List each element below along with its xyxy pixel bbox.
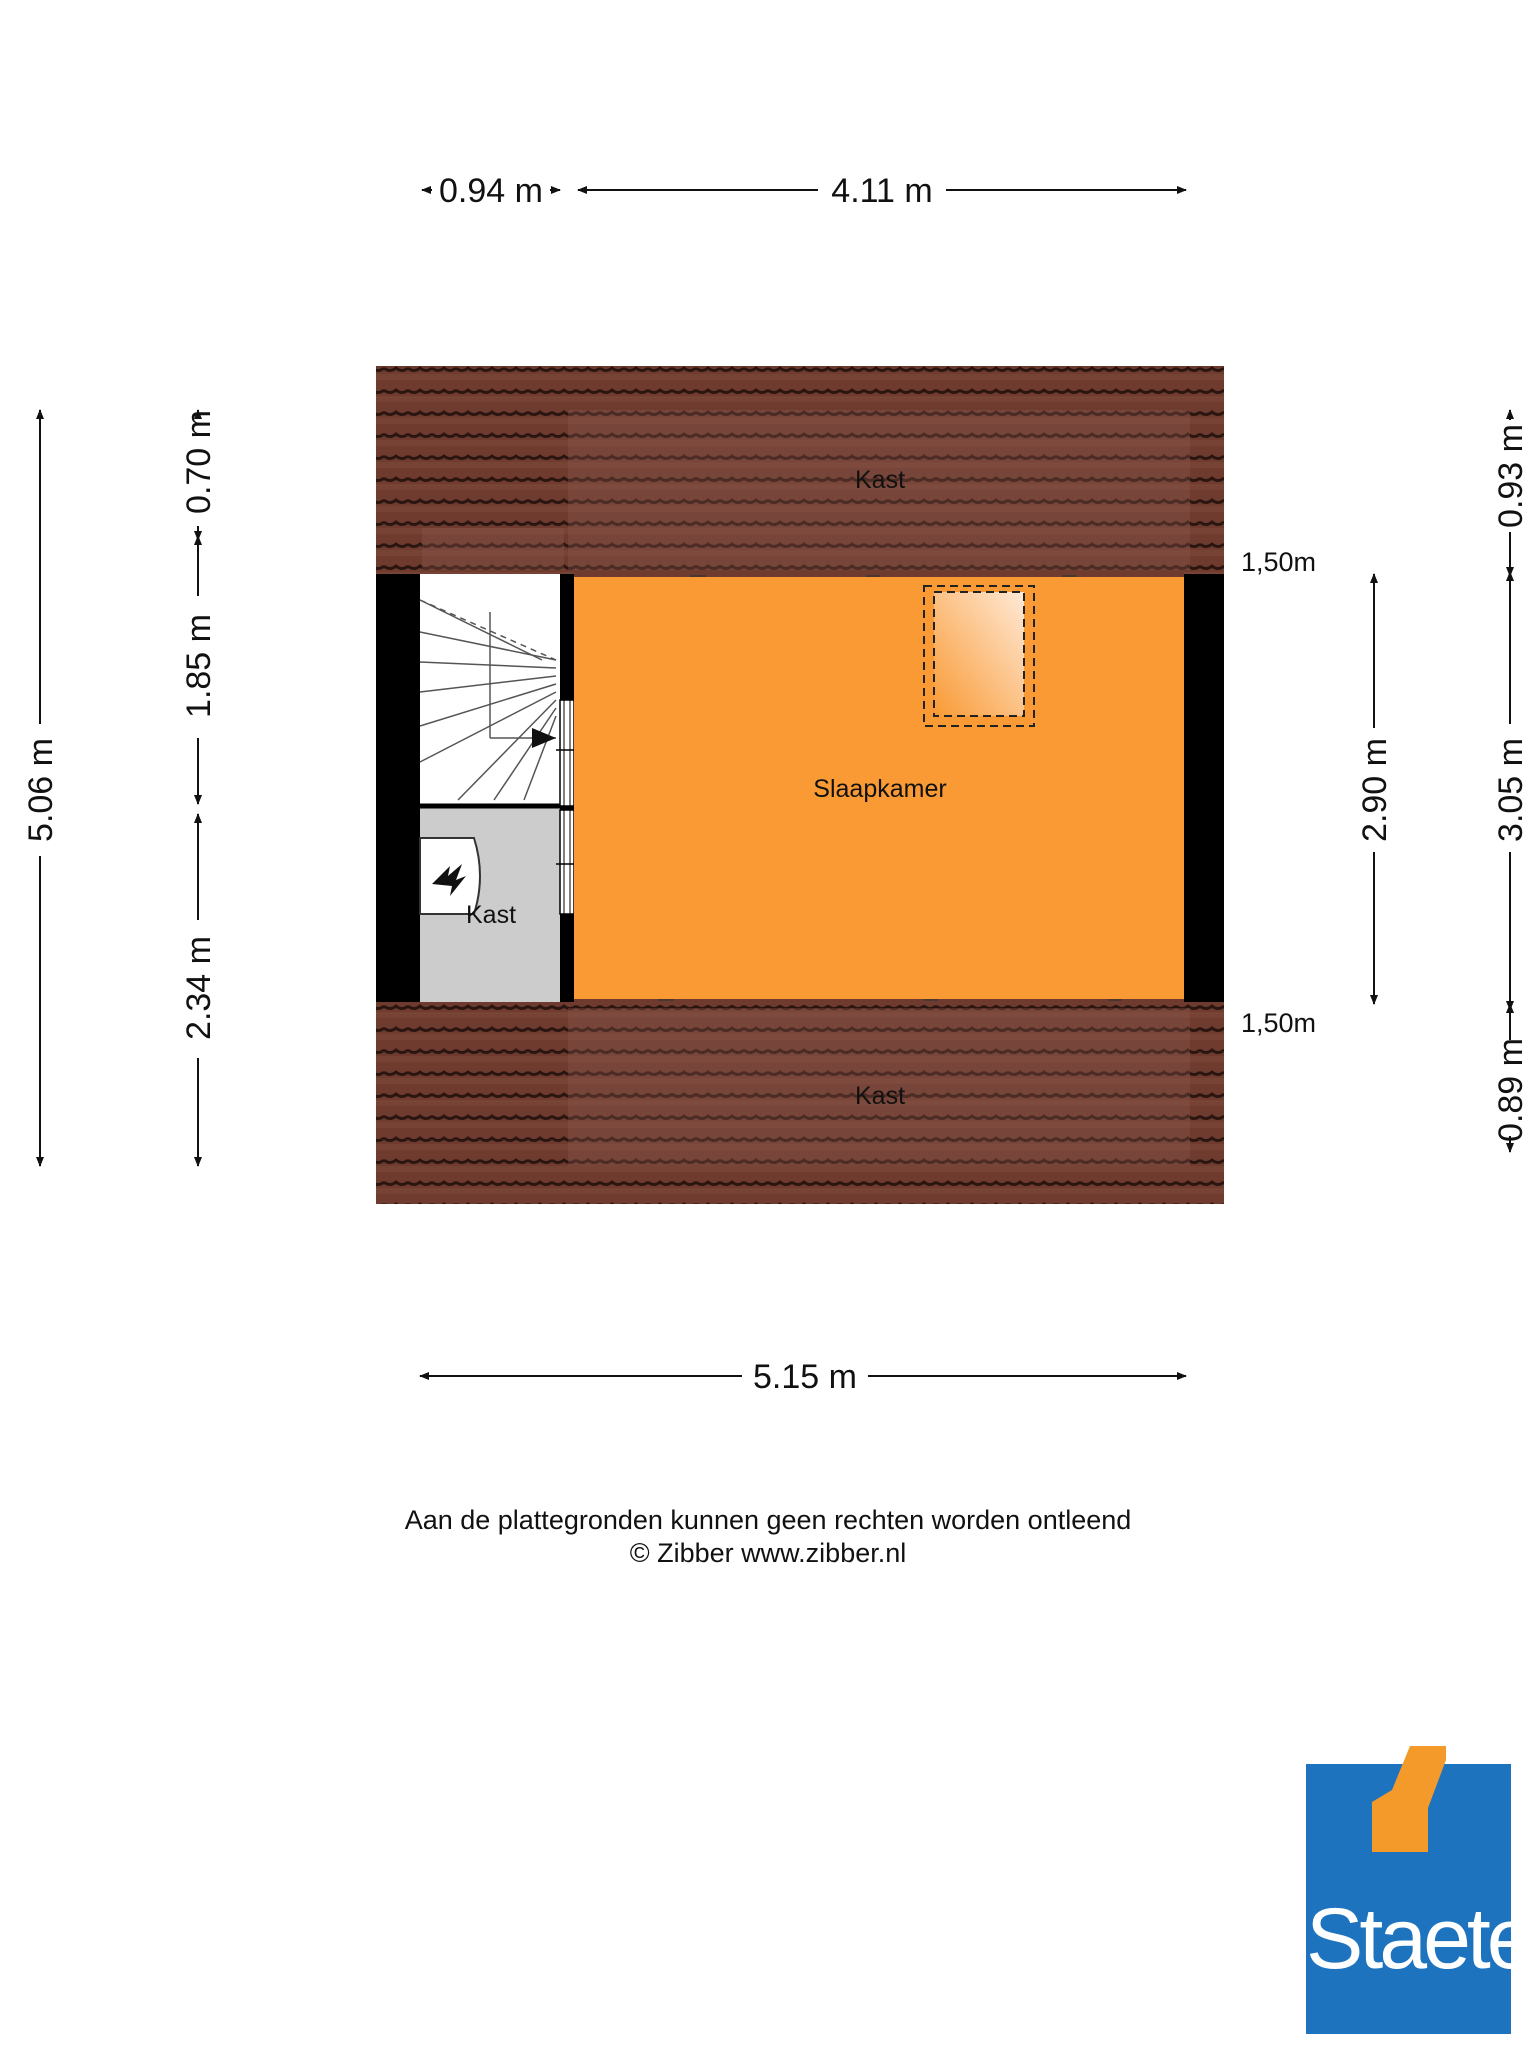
room-label-bedroom: Slaapkamer bbox=[813, 775, 947, 803]
skylight bbox=[924, 586, 1034, 726]
staete-logo-text: Staete bbox=[1306, 1891, 1531, 1987]
dim-right-bottom: 0.89 m bbox=[1492, 1038, 1530, 1142]
door-closet bbox=[560, 810, 574, 914]
dim-left-bottom: 2.34 m bbox=[180, 936, 218, 1040]
room-label-storage-top: Kast bbox=[854, 466, 906, 494]
dim-left-total: 5.06 m bbox=[22, 738, 60, 842]
dim-left-top: 0.70 m bbox=[180, 410, 218, 514]
dim-right-middle: 3.05 m bbox=[1492, 738, 1530, 842]
dim-top-left: 0.94 m bbox=[439, 172, 543, 210]
door-stair bbox=[560, 700, 574, 806]
dim-left-middle: 1.85 m bbox=[180, 614, 218, 718]
dim-right-top: 0.93 m bbox=[1492, 424, 1530, 528]
room-label-storage-bottom: Kast bbox=[854, 1082, 906, 1110]
dim-right-inner: 2.90 m bbox=[1356, 738, 1394, 842]
dim-top-right: 4.11 m bbox=[831, 172, 933, 210]
dim-bottom: 5.15 m bbox=[753, 1358, 857, 1396]
outer-wall-left bbox=[376, 574, 420, 1002]
outer-wall-right bbox=[1184, 574, 1224, 1002]
height-mark-upper: 1,50m bbox=[1241, 547, 1317, 577]
height-mark-lower: 1,50m bbox=[1241, 1008, 1317, 1038]
room-label-storage-left: Kast bbox=[465, 901, 517, 929]
disclaimer-line-1: Aan de plattegronden kunnen geen rechten worden ontleend bbox=[404, 1505, 1132, 1535]
disclaimer-line-2: © Zibber www.zibber.nl bbox=[629, 1538, 907, 1568]
